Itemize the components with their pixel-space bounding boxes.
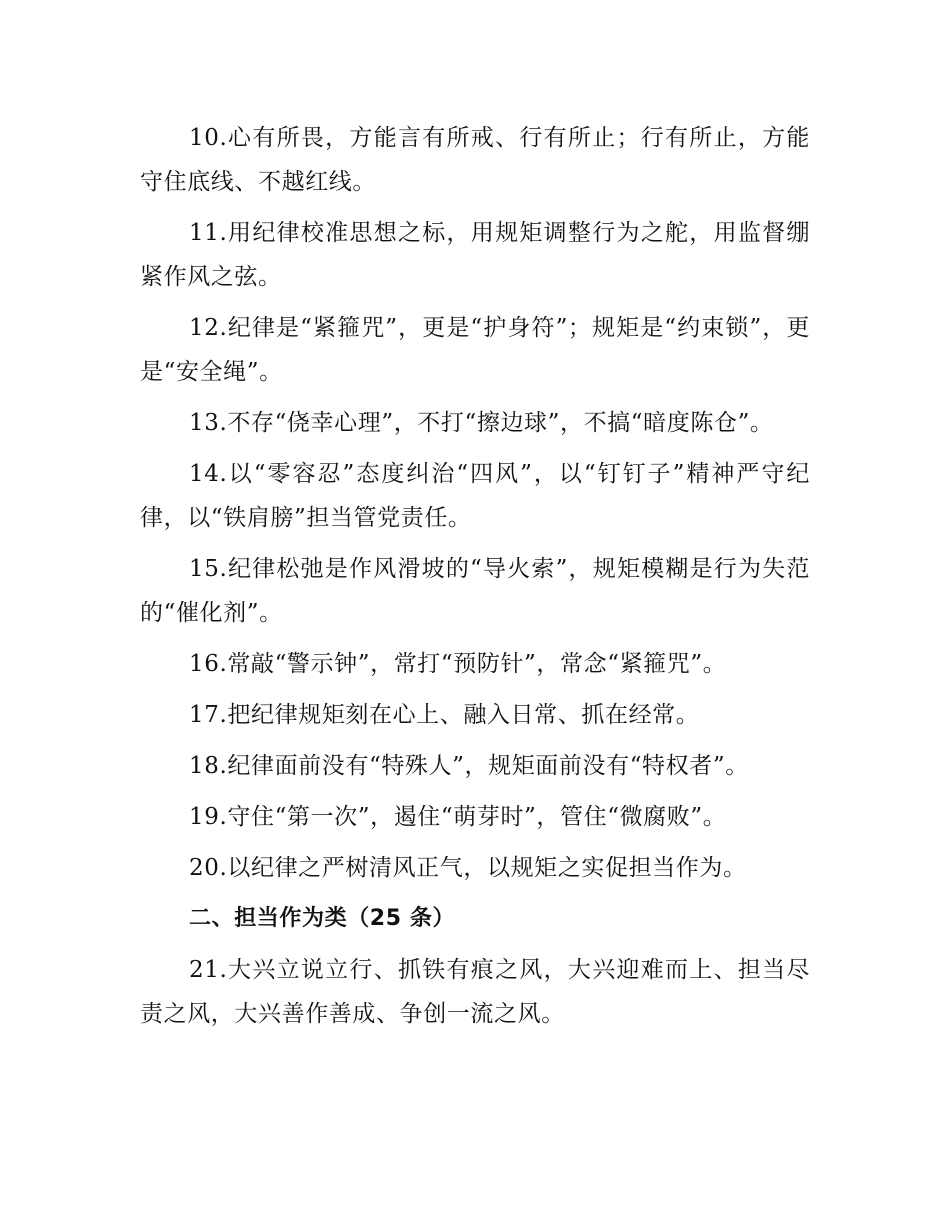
list-item-19: 19.守住“第一次”，遏住“萌芽时”，管住“微腐败”。 — [189, 804, 727, 830]
list-item-10: 10.心有所畏，方能言有所戒、行有所止；行有所止，方能守住底线、不越红线。 — [140, 125, 810, 195]
list-item-17: 17.把纪律规矩刻在心上、融入日常、抓在经常。 — [189, 702, 700, 728]
list-item-21: 21.大兴立说立行、抓铁有痕之风，大兴迎难而上、担当尽责之风，大兴善作善成、争创一流之风。 — [140, 957, 810, 1027]
list-item-13: 13.不存“侥幸心理”，不打“擦边球”，不搞“暗度陈仓”。 — [189, 410, 774, 436]
list-item-15: 15.纪律松弛是作风滑坡的“导火索”，规矩模糊是行为失范的“催化剂”。 — [140, 556, 810, 626]
section-heading: 二、担当作为类（25 条） — [189, 906, 456, 931]
list-item-11: 11.用纪律校准思想之标，用规矩调整行为之舵，用监督绷紧作风之弦。 — [140, 220, 810, 290]
list-item-12: 12.纪律是“紧箍咒”，更是“护身符”；规矩是“约束锁”，更是“安全绳”。 — [140, 315, 810, 385]
list-item-18: 18.纪律面前没有“特殊人”，规矩面前没有“特权者”。 — [189, 753, 749, 779]
list-item-14: 14.以“零容忍”态度纠治“四风”，以“钉钉子”精神严守纪律，以“铁肩膀”担当管党责任。 — [140, 461, 810, 531]
document-page — [140, 116, 810, 1043]
list-item-20: 20.以纪律之严树清风正气，以规矩之实促担当作为。 — [189, 855, 747, 881]
list-item-16: 16.常敲“警示钟”，常打“预防针”，常念“紧箍咒”。 — [189, 651, 727, 677]
